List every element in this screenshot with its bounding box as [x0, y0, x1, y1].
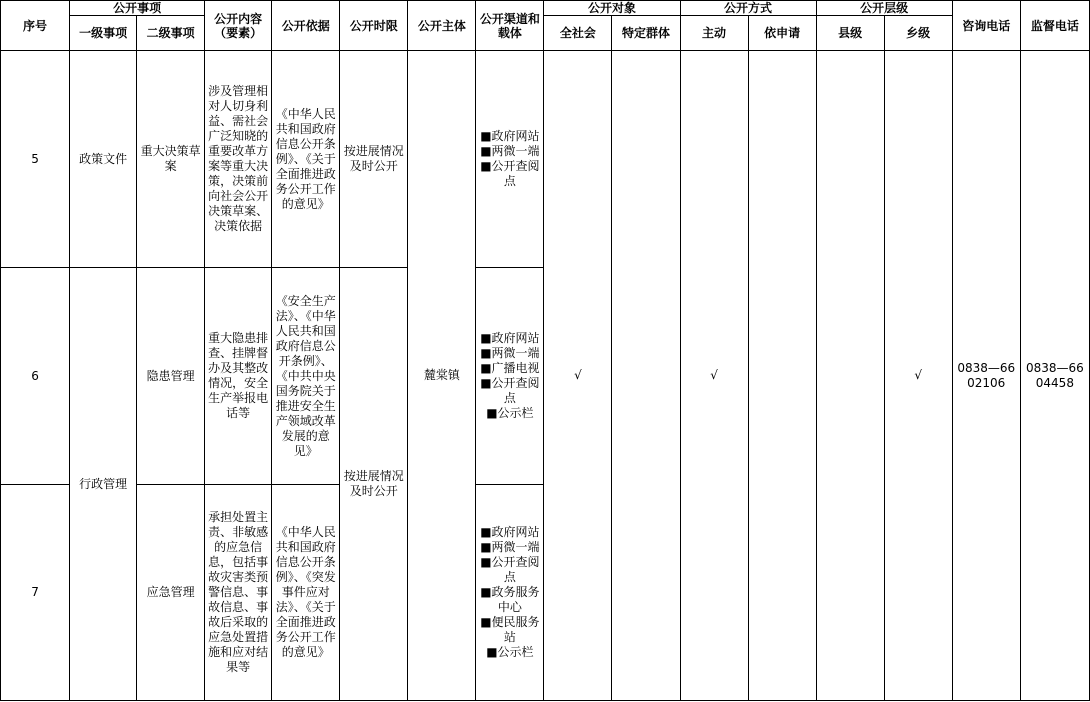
- header-level-group: 公开层级: [816, 1, 952, 16]
- header-method-group: 公开方式: [680, 1, 816, 16]
- header-item-group: 公开事项: [70, 1, 205, 16]
- row-content: 涉及管理相对人切身利益、需社会广泛知晓的重要改革方案等重大决策，决策前向社会公开决策草案、决策依据: [205, 51, 272, 268]
- header-level2: 二级事项: [137, 16, 205, 51]
- row-time-limit: 按进展情况及时公开: [340, 51, 408, 268]
- row-channel: ■政府网站 ■两微一端 ■广播电视 ■公开查阅点 ■公示栏: [476, 268, 544, 485]
- subject-cell: 麓棠镇: [408, 51, 476, 701]
- header-target-specific: 特定群体: [612, 16, 680, 51]
- row-basis: 《安全生产法》、《中华人民共和国政府信息公开条例》、《中共中央国务院关于推进安全生产领域改革发展的意见》: [272, 268, 340, 485]
- row-seq: 7: [1, 485, 70, 701]
- header-supervise-phone: 监督电话: [1020, 1, 1089, 51]
- level-township-mark: √: [884, 51, 952, 701]
- time-limit-merged: 按进展情况及时公开: [340, 268, 408, 701]
- header-channel: 公开渠道和载体: [476, 1, 544, 51]
- header-level1: 一级事项: [70, 16, 137, 51]
- row-channel: ■政府网站 ■两微一端 ■公开查阅点 ■政务服务中心 ■便民服务站 ■公示栏: [476, 485, 544, 701]
- method-active-mark: √: [680, 51, 748, 701]
- row-level1: 政策文件: [70, 51, 137, 268]
- header-row-2: [1, 16, 1090, 51]
- table-row: [1, 51, 1090, 268]
- supervise-phone-cell: 0838—6604458: [1020, 51, 1089, 701]
- header-level-county: 县级: [816, 16, 884, 51]
- admin-level1-cell: 行政管理: [70, 268, 137, 701]
- row-content: 承担处置主责、非敏感的应急信息，包括事故灾害类预警信息、事故信息、事故后采取的应急处置措施和应对结果等: [205, 485, 272, 701]
- header-method-request: 依申请: [748, 16, 816, 51]
- header-level-township: 乡级: [884, 16, 952, 51]
- header-method-active: 主动: [680, 16, 748, 51]
- row-basis: 《中华人民共和国政府信息公开条例》、《关于全面推进政务公开工作的意见》: [272, 51, 340, 268]
- row-level2: 重大决策草案: [137, 51, 205, 268]
- header-seq: 序号: [1, 1, 70, 51]
- row-content: 重大隐患排查、挂牌督办及其整改情况，安全生产举报电话等: [205, 268, 272, 485]
- header-content: 公开内容（要素）: [205, 1, 272, 51]
- row-level2: 应急管理: [137, 485, 205, 701]
- row-channel: ■政府网站 ■两微一端 ■公开查阅点: [476, 51, 544, 268]
- target-all-mark: √: [544, 51, 612, 701]
- header-target-all: 全社会: [544, 16, 612, 51]
- row-seq: 6: [1, 268, 70, 485]
- row-seq: 5: [1, 51, 70, 268]
- header-target-group: 公开对象: [544, 1, 680, 16]
- row-basis: 《中华人民共和国政府信息公开条例》、《突发事件应对法》、《关于全面推进政务公开工作的意见》: [272, 485, 340, 701]
- header-row-1: [1, 1, 1090, 16]
- target-specific-cell: [612, 51, 680, 701]
- header-time-limit: 公开时限: [340, 1, 408, 51]
- row-level2: 隐患管理: [137, 268, 205, 485]
- method-request-cell: [748, 51, 816, 701]
- level-county-cell: [816, 51, 884, 701]
- header-subject: 公开主体: [408, 1, 476, 51]
- header-consult-phone: 咨询电话: [952, 1, 1020, 51]
- header-basis: 公开依据: [272, 1, 340, 51]
- consult-phone-cell: 0838—6602106: [952, 51, 1020, 701]
